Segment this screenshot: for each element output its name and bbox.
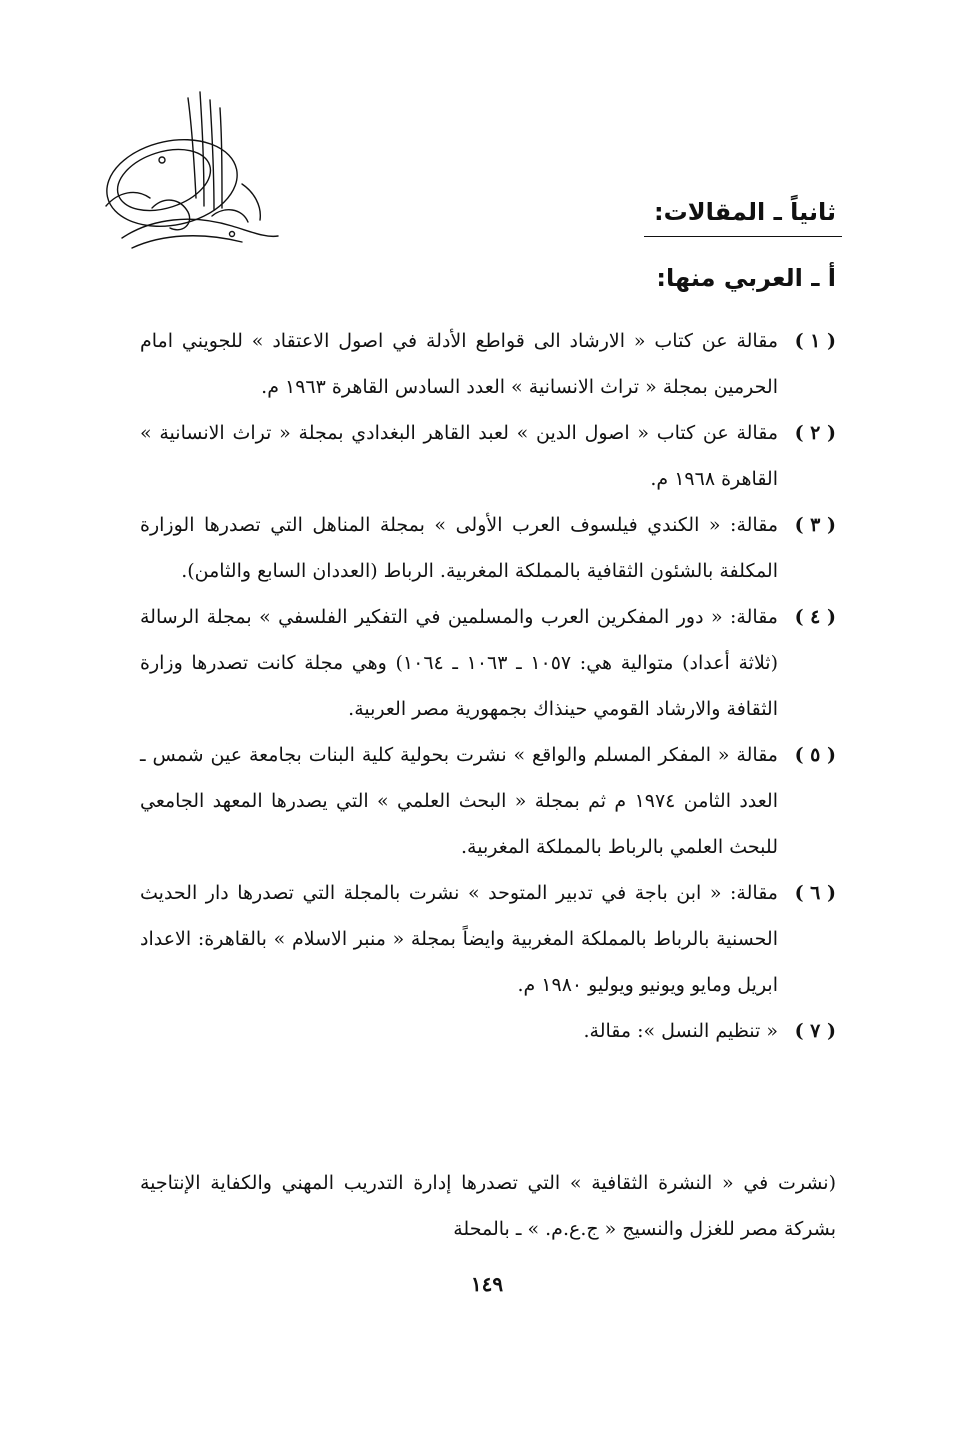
sub-heading: أ ـ العربي منها: bbox=[656, 264, 836, 292]
item-text: « تنظيم النسل »: مقالة. bbox=[583, 1020, 778, 1042]
item-number: ( ٦ ) bbox=[794, 882, 836, 904]
item-text: مقالة عن كتاب « الارشاد الى قواطع الأدلة في اصول الاعتقاد » للجويني امام الحرمين بمجلة « تراث الانسانية » العدد السادس القاهرة ١٩٦٣ م. bbox=[140, 330, 778, 398]
section-heading: ثانياً ـ المقالات: bbox=[654, 198, 836, 226]
list-item bbox=[140, 732, 836, 870]
item-number: ( ٧ ) bbox=[794, 1020, 836, 1042]
list-item bbox=[140, 502, 836, 594]
item-text: مقالة: « ابن باجة في تدبير المتوحد » نشرت بالمجلة التي تصدرها دار الحديث الحسنية بالرباط بالمملكة المغربية وايضاً بمجلة « منبر الاسلام » بالقاهرة: الاعداد ابريل ومايو ويونيو ويوليو ١٩٨٠ م. bbox=[140, 882, 778, 996]
item-7-note: (نشرت في « النشرة الثقافية » التي تصدرها إدارة التدريب المهني والكفاية الإنتاجية بشركة مصر للغزل والنسيج « ج.ع.م. » ـ بالمحلة bbox=[140, 1172, 836, 1240]
item-text: مقالة: « دور المفكرين العرب والمسلمين في التفكير الفلسفي » بمجلة الرسالة (ثلاثة أعداد) متوالية هي: ١٠٥٧ ـ ١٠٦٣ ـ ١٠٦٤) وهي مجلة كانت تصدرها وزارة الثقافة والارشاد القومي حينذاك بجمهورية مصر العربية. bbox=[140, 606, 778, 720]
item-number: ( ٤ ) bbox=[794, 606, 836, 628]
item-text: مقالة « المفكر المسلم والواقع » نشرت بحولية كلية البنات بجامعة عين شمس ـ العدد الثامن ١٩٧٤ م ثم بمجلة « البحث العلمي » التي يصدرها المعهد الجامعي للبحث العلمي بالرباط بالمملكة المغربية. bbox=[140, 744, 779, 858]
list-item bbox=[140, 1008, 836, 1054]
list-item bbox=[140, 594, 836, 732]
item-number: ( ٣ ) bbox=[794, 514, 836, 536]
item-text: مقالة عن كتاب « اصول الدين » لعبد القاهر البغدادي بمجلة « تراث الانسانية » القاهرة ١٩٦٨ م. bbox=[140, 422, 778, 490]
item-number: ( ٢ ) bbox=[794, 422, 836, 444]
list-item bbox=[140, 870, 836, 1008]
list-item bbox=[140, 410, 836, 502]
item-text: مقالة: « الكندي فيلسوف العرب الأولى » بمجلة المناهل التي تصدرها الوزارة المكلفة بالشئون الثقافية بالمملكة المغربية. الرباط (العددان السابع والثامن). bbox=[140, 514, 778, 582]
page-number: ١٤٩ bbox=[470, 1272, 504, 1296]
articles-list bbox=[140, 318, 836, 1054]
list-item bbox=[140, 318, 836, 410]
heading-underline bbox=[644, 236, 842, 237]
item-number: ( ٥ ) bbox=[794, 744, 836, 766]
item-number: ( ١ ) bbox=[794, 330, 836, 352]
signature-seal bbox=[92, 88, 282, 263]
